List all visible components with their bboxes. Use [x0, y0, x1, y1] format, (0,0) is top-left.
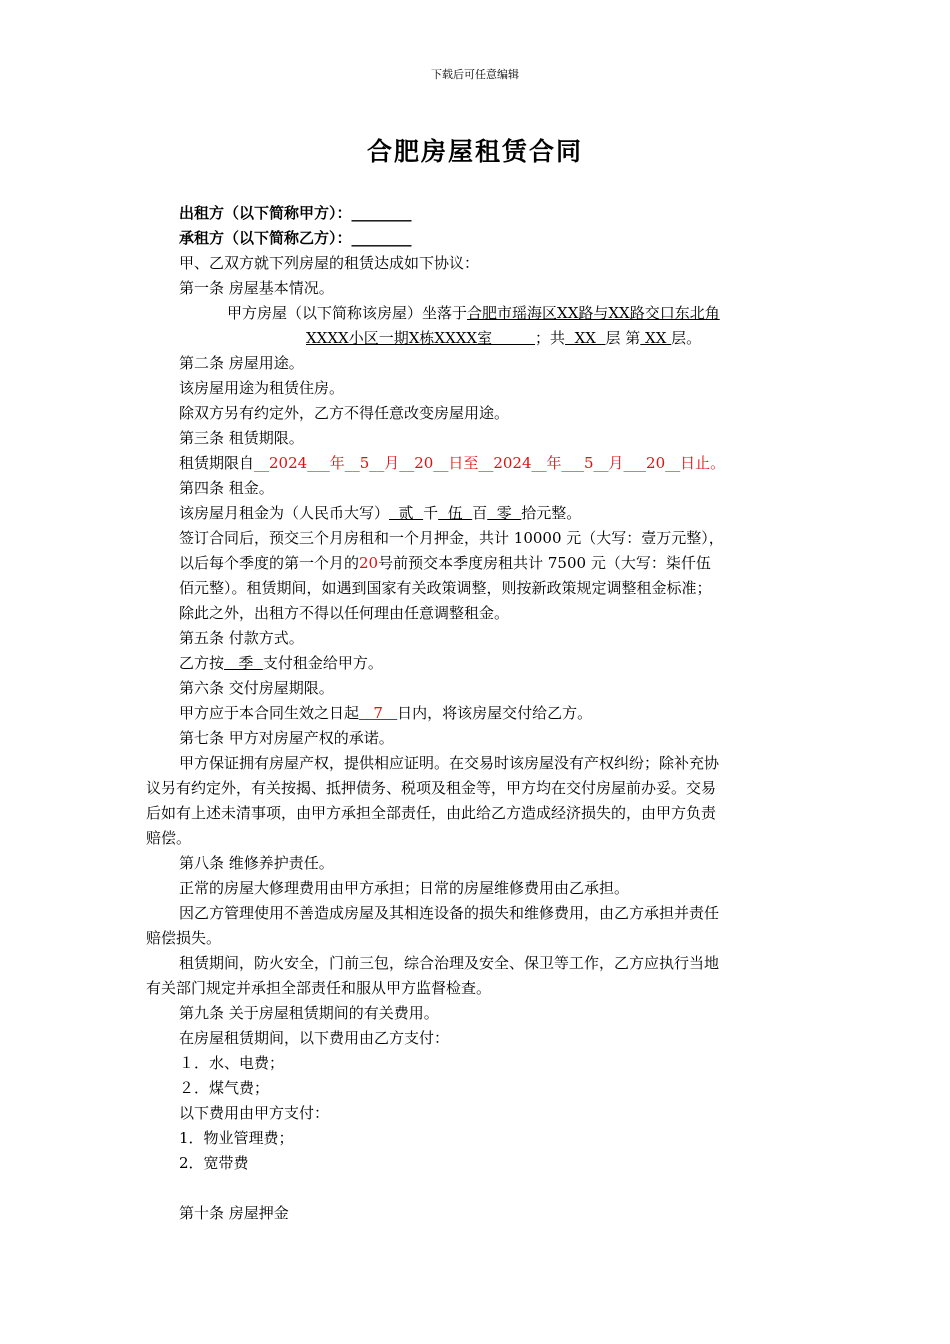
article-6-heading: 第六条 交付房屋期限。	[179, 679, 334, 697]
article-8-text-3: 赔偿损失。	[146, 929, 222, 947]
article-8-text-5: 有关部门规定并承担全部责任和服从甲方监督检查。	[146, 979, 492, 997]
expense-item: １．水、电费；	[179, 1054, 285, 1072]
article-9-heading: 第九条 关于房屋租赁期间的有关费用。	[179, 1004, 439, 1022]
lessor-line: 出租方（以下简称甲方）：________	[179, 204, 412, 222]
article-7-text-3: 后如有上述未清事项，由甲方承担全部责任，由此给乙方造成经济损失的，由甲方负责	[146, 804, 717, 822]
quarterly-payment-line: 以后每个季度的第一个月的20号前预交本季度房租共计 7500 元（大写：柒仟伍	[179, 554, 711, 572]
article-7-heading: 第七条 甲方对房屋产权的承诺。	[179, 729, 394, 747]
article-4-heading: 第四条 租金。	[179, 479, 274, 497]
property-unit-line: XXXX小区一期X栋XXXX室 ；共 XX 层 第 XX 层。	[306, 329, 702, 347]
article-10-heading: 第十条 房屋押金	[179, 1204, 289, 1222]
lessee-line: 承租方（以下简称乙方）：________	[179, 229, 412, 247]
article-7-text-2: 议另有约定外，有关按揭、抵押债务、税项及租金等，甲方均在交付房屋前办妥。交易	[146, 779, 717, 797]
usage-restriction-line: 除双方另有约定外，乙方不得任意改变房屋用途。	[179, 404, 510, 422]
document-title: 合肥房屋租赁合同	[366, 137, 583, 166]
page-header: 下载后可任意编辑	[431, 68, 519, 81]
rent-adjust-line: 佰元整）。租赁期间，如遇到国家有关政策调整，则按新政策规定调整租金标准；	[179, 579, 712, 597]
expense-item: 2．宽带费	[179, 1154, 249, 1172]
expense-item: 1．物业管理费；	[179, 1129, 294, 1147]
payment-method-line: 乙方按 季 支付租金给甲方。	[179, 654, 383, 672]
article-8-text-2: 因乙方管理使用不善造成房屋及其相连设备的损失和维修费用，由乙方承担并责任	[179, 904, 720, 922]
delivery-line: 甲方应于本合同生效之日起 7 日内，将该房屋交付给乙方。	[179, 704, 593, 722]
lease-term-line: 租赁期限自__2024___年__5__月__20__日至__2024__年___5__月___20__日止。	[179, 454, 726, 472]
usage-line: 该房屋用途为租赁住房。	[179, 379, 345, 397]
deposit-line: 签订合同后，预交三个月房租和一个月押金，共计 10000 元（大写：壹万元整），	[179, 529, 724, 547]
monthly-rent-line: 该房屋月租金为（人民币大写） 贰 千 伍 百 零 拾元整。	[179, 504, 582, 522]
article-3-heading: 第三条 租赁期限。	[179, 429, 304, 447]
article-8-text-4: 租赁期间，防火安全，门前三包，综合治理及安全、保卫等工作，乙方应执行当地	[179, 954, 720, 972]
rent-adjust-line-2: 除此之外，出租方不得以任何理由任意调整租金。	[179, 604, 510, 622]
article-2-heading: 第二条 房屋用途。	[179, 354, 304, 372]
article-1-heading: 第一条 房屋基本情况。	[179, 279, 334, 297]
article-8-heading: 第八条 维修养护责任。	[179, 854, 334, 872]
article-5-heading: 第五条 付款方式。	[179, 629, 304, 647]
expense-item: ２．煤气费；	[179, 1079, 270, 1097]
lessee-expenses-intro: 在房屋租赁期间，以下费用由乙方支付：	[179, 1029, 450, 1047]
article-8-text-1: 正常的房屋大修理费用由甲方承担；日常的房屋维修费用由乙承担。	[179, 879, 630, 897]
agreement-intro: 甲、乙双方就下列房屋的租赁达成如下协议：	[179, 254, 480, 272]
lessor-expenses-intro: 以下费用由甲方支付：	[179, 1104, 330, 1122]
property-location-line: 甲方房屋（以下简称该房屋）坐落于合肥市瑶海区XX路与XX路交口东北角	[227, 304, 720, 322]
article-7-text-4: 赔偿。	[146, 829, 192, 847]
article-7-text-1: 甲方保证拥有房屋产权，提供相应证明。在交易时该房屋没有产权纠纷；除补充协	[179, 754, 720, 772]
